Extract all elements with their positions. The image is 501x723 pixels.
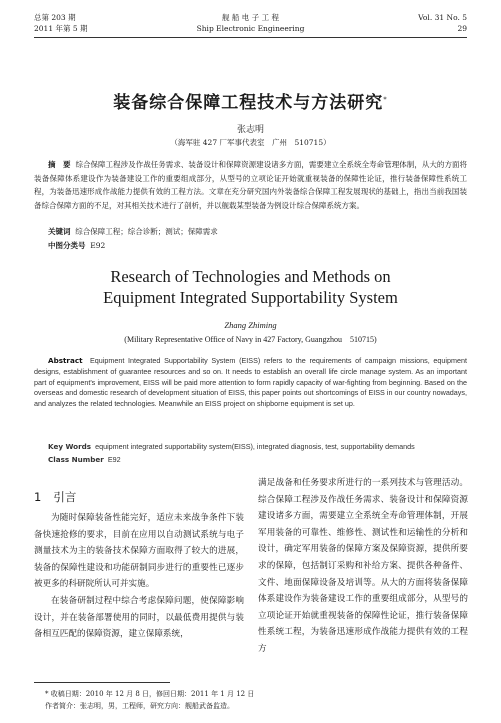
keywords-cn-label: 关键词 [48, 227, 71, 236]
issue-total-number: 总第 203 期 [34, 13, 76, 22]
class-number-cn [48, 240, 105, 251]
abstract-cn-label: 摘 要 [48, 160, 71, 169]
affiliation-en: (Military Representative Office of Navy in 427 Factory, Guangzhou 510715) [124, 335, 377, 344]
abstract-en [34, 356, 467, 410]
journal-name-en: Ship Electronic Engineering [196, 24, 305, 33]
author-cn: 张志明 [236, 125, 264, 135]
abstract-en-text: Equipment Integrated Supportability System (EISS) refers to the requirements of campaign missions, equipment designs, establishment of guarantee resources and so on. It needs to establish an overall life circle manage system. As an important part of equipment's improvement, EISS will be paid more attention to form rapidly capacity of war-fighting from beginning. Based on the overseas and domestic research of development situation of EISS, this paper points out shortcomings of EISS in our country nowadays, and analyzes the related technologies. Meanwhile an EISS project on shipborne equipment is set up. [34, 356, 468, 409]
abstract-cn-text: 综合保障工程涉及作战任务需求、装备设计和保障资源建设诸多方面，需要建立全系统全寿命管理体制，从大的方面将装备保障体系建设作为装备建设工作的重要组成部分，从型号的立项论证开始就重视装备的保障性论证，推行装备保障性系统工程，为装备迅速形成作战能力提供有效的工程方法。文章在充分研究国内外装备综合保障工程发展现状的基础上，指出当前我国装备综合保障方面的不足，对其相关技术进行了剖析，并以舰载某型装备为例设计综合保障系统方案。 [34, 160, 467, 210]
footnote-received-date: * 收稿日期：2010 年 12 月 8 日，修回日期：2011 年 1 月 12 日 [45, 690, 255, 698]
class-number-cn-label: 中图分类号 [48, 241, 86, 250]
keywords-en [48, 442, 468, 451]
paper-title-cn [0, 88, 501, 113]
keywords-cn-text: 综合保障工程；综合诊断；测试；保障需求 [75, 227, 218, 236]
paper-title-en-line1: Research of Technologies and Methods on [110, 267, 391, 286]
body-column-left [34, 510, 244, 643]
footnote-divider [34, 682, 170, 683]
body-paragraph: 在装备研制过程中综合考虑保障问题，使保障影响设计，并在装备部署使用的同时，以最低费用提供与装备相互匹配的保障资源，建立保障系统， [34, 595, 244, 640]
section-heading [34, 489, 76, 505]
body-paragraph: 满足战备和任务要求所进行的一系列技术与管理活动。综合保障工程涉及作战任务需求、装备设计和保障资源建设诸多方面，需要建立全系统全寿命管理体制，开展军用装备的可靠性、维修性、测试性和运输性的分析和设计，确定军用装备的保障方案及保障资源，提供所要求的保障，包括制订采购和补给方案、提供各种备件、文件、地面保障设备及培训等。从大的方面将装备保障体系建设作为装备建设工作的重要组成部分，从型号的立项论证开始就重视装备的保障性论证，推行装备保障性系统工程，为装备迅速形成作战能力提供有效的工程方 [258, 478, 468, 654]
class-number-en-label: Class Number [48, 455, 104, 464]
page-number: 29 [457, 24, 467, 33]
section-title: 引言 [53, 490, 77, 504]
footnote-author-bio: 作者简介：张志明，男，工程师，研究方向：舰船武备监造。 [45, 702, 234, 710]
keywords-en-label: Key Words [48, 442, 92, 451]
volume-number: Vol. 31 No. 5 [418, 13, 467, 22]
paper-title-cn-text: 装备综合保障工程技术与方法研究 [113, 93, 384, 113]
paper-title-en [0, 266, 501, 308]
keywords-cn [48, 226, 218, 237]
affiliation-cn: （海军驻 427 厂军事代表室 广州 510715） [170, 138, 331, 147]
abstract-cn [34, 158, 467, 212]
volume-page-info [418, 12, 467, 34]
header-divider [34, 37, 467, 38]
body-paragraph: 为随时保障装备性能完好，适应未来战争条件下装备快速抢修的要求，目前在应用以自动测试系统与电子测量技术为主的装备技术保障方面取得了较大的进展，装备的保障性建设和功能研制同步进行的重要性已逐步被更多的科研院所认可并实施。 [34, 513, 244, 590]
keywords-en-text: equipment integrated supportability system(EISS), integrated diagnosis, test, supportability demands [95, 442, 415, 451]
paper-title-en-line2: Equipment Integrated Supportability System [103, 288, 398, 307]
body-column-right [258, 475, 468, 658]
abstract-en-label: Abstract [48, 356, 83, 365]
journal-name-cn: 舰 船 电 子 工 程 [222, 13, 279, 22]
title-footnote-mark: * [383, 95, 388, 104]
section-number: 1 [34, 490, 42, 504]
class-number-en [48, 455, 121, 464]
class-number-cn-text: E92 [90, 241, 106, 250]
author-en: Zhang Zhiming [224, 320, 277, 330]
class-number-en-text: E92 [107, 455, 121, 464]
issue-year-number: 2011 年第 5 期 [34, 24, 88, 33]
